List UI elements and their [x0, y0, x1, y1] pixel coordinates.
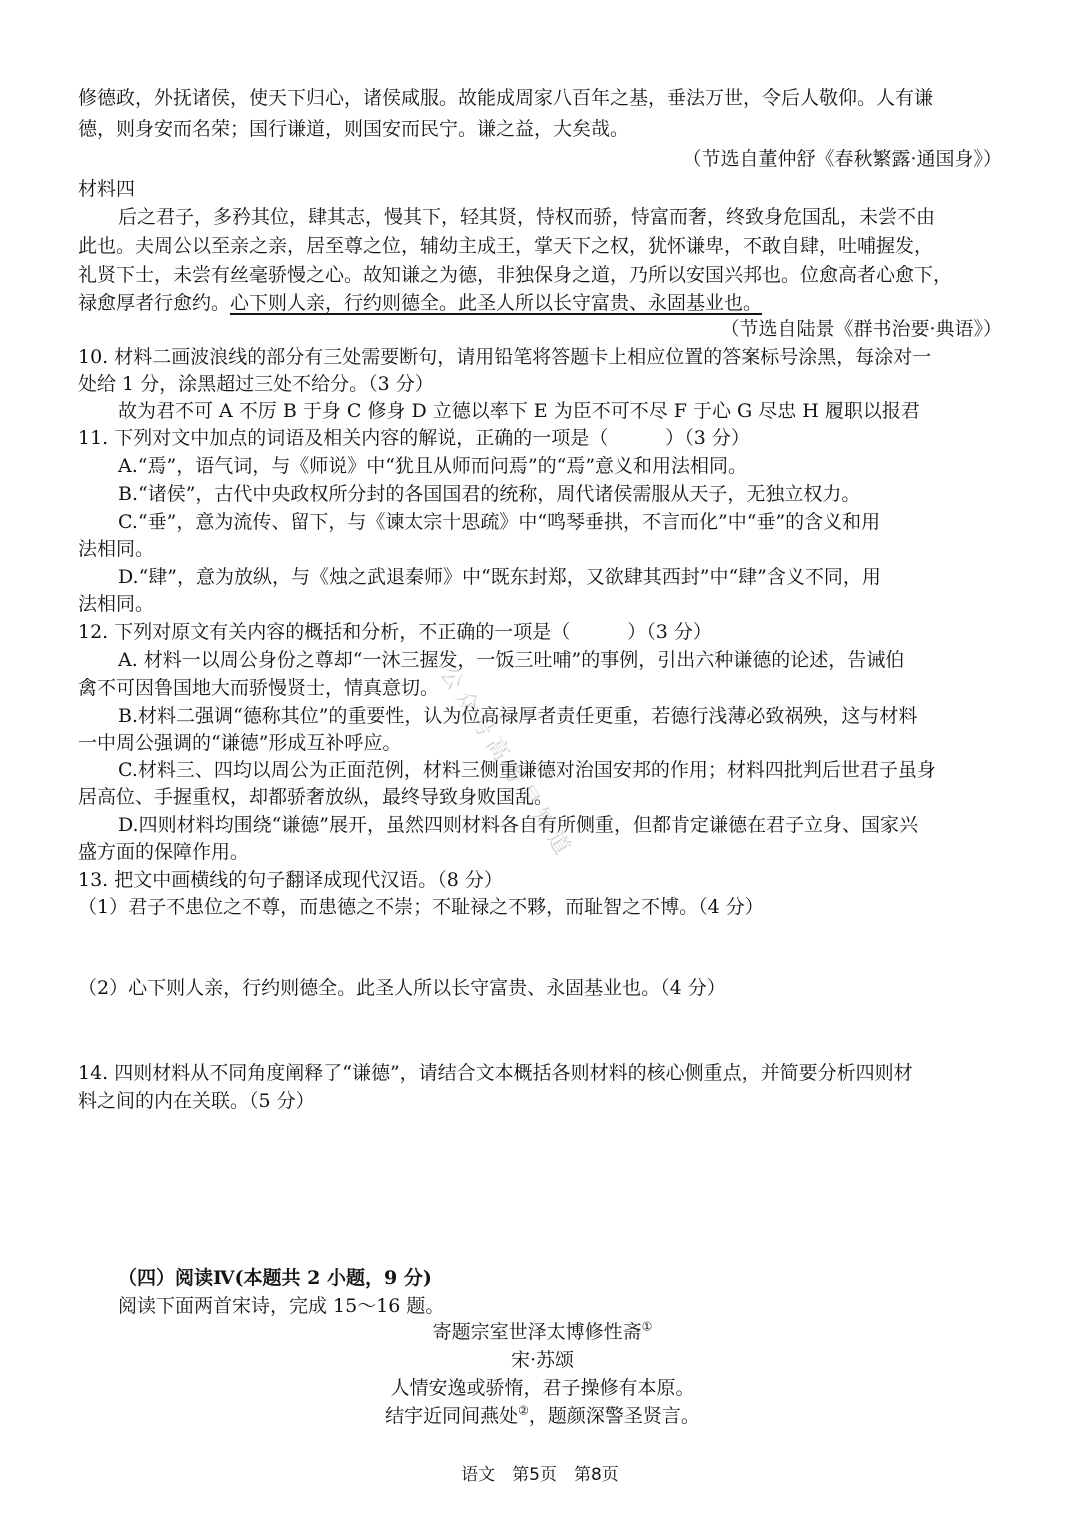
q10-line-1: 10. 材料二画波浪线的部分有三处需要断句，请用铅笔将答题卡上相应位置的答案标号涂黑，每涂对一: [78, 346, 932, 368]
page-footer: 语文 第5页 第8页: [461, 1465, 619, 1485]
q11-option-c-2: 法相同。: [78, 538, 155, 560]
material4-line-4: [78, 289, 1008, 317]
q11-option-d-2: 法相同。: [78, 593, 155, 615]
material4-heading: 材料四: [78, 178, 136, 200]
q13-sentence-2: （2）心下则人亲，行约则德全。此圣人所以长守富贵、永固基业也。（4 分）: [78, 977, 726, 999]
q11-option-d-1: D.“肆”，意为放纵，与《烛之武退秦师》中“既东封郑，又欲肆其西封”中“肆”含义不同，用: [118, 566, 881, 588]
q10-sentence: 故为君不可 A 不厉 B 于身 C 修身 D 立德以率下 E 为臣不可不尽 F 于心 G 尽忠 H 履职以报君: [118, 400, 920, 422]
q11-stem: 11. 下列对文中加点的词语及相关内容的解说，正确的一项是（ ）（3 分）: [78, 427, 750, 449]
material4-source: （节选自陆景《群书治要·典语》）: [720, 318, 1002, 340]
q10-line-2: 处给 1 分，涂黑超过三处不给分。（3 分）: [78, 373, 434, 395]
q13-stem: 13. 把文中画横线的句子翻译成现代汉语。（8 分）: [78, 869, 503, 891]
material4-line-3: 礼贤下士，未尝有丝毫骄慢之心。故知谦之为德，非独保身之道，乃所以安国兴邦也。位愈高者心愈下，: [78, 264, 953, 286]
poem-title-note: ①: [641, 1319, 653, 1334]
material4-line-4-plain: 禄愈厚者行愈约。: [78, 292, 231, 314]
q12-option-a-1: A. 材料一以周公身份之尊却“一沐三握发，一饭三吐哺”的事例，引出六种谦德的论述，告诫伯: [118, 649, 905, 671]
material3-line-2: 德，则身安而名荣；国行谦道，则国安而民宁。谦之益，大矣哉。: [78, 118, 630, 140]
poem-line-1: 人情安逸或骄惰，君子操修有本原。: [390, 1377, 695, 1399]
section4-intro: 阅读下面两首宋诗，完成 15～16 题。: [118, 1295, 445, 1317]
poem-title-text: 寄题宗室世泽太博修性斋: [432, 1321, 642, 1343]
poem-author: 宋·苏颂: [510, 1349, 575, 1371]
q12-stem: 12. 下列对原文有关内容的概括和分析，不正确的一项是（ ）（3 分）: [78, 621, 712, 643]
watermark: 公众号高考早知道: [434, 662, 578, 865]
q12-option-b-2: 一中周公强调的“谦德”形成互补呼应。: [78, 732, 402, 754]
q12-option-d-1: D.四则材料均围绕“谦德”展开，虽然四则材料各自有所侧重，但都肯定谦德在君子立身、国家兴: [118, 814, 919, 836]
q12-option-d-2: 盛方面的保障作用。: [78, 841, 250, 863]
q11-option-c-1: C.“垂”，意为流传、留下，与《谏太宗十思疏》中“鸣琴垂拱，不言而化”中“垂”的含义和用: [118, 511, 881, 533]
q12-option-a-2: 禽不可因鲁国地大而骄慢贤士，情真意切。: [78, 677, 440, 699]
q13-sentence-1: （1）君子不患位之不尊，而患德之不崇；不耻禄之不夥，而耻智之不博。（4 分）: [78, 896, 764, 918]
poem-title: [0, 1318, 1080, 1346]
material3-source: （节选自董仲舒《春秋繁露·通国身》）: [682, 148, 1002, 170]
q14-line-2: 料之间的内在关联。（5 分）: [78, 1090, 315, 1112]
underlined-sentence: 心下则人亲，行约则德全。此圣人所以长守富贵、永固基业也。: [230, 292, 763, 314]
q14-line-1: 14. 四则材料从不同角度阐释了“谦德”，请结合文本概括各则材料的核心侧重点，并简要分析四则材: [78, 1062, 913, 1084]
q12-option-b-1: B.材料二强调“德称其位”的重要性，认为位高禄厚者责任更重，若德行浅薄必致祸殃，这与材料: [118, 705, 918, 727]
q12-option-c-2: 居高位、手握重权，却都骄奢放纵，最终导致身败国乱。: [78, 786, 554, 808]
section4-heading: （四）阅读Ⅳ(本题共 2 小题，9 分): [118, 1267, 432, 1289]
q12-option-c-1: C.材料三、四均以周公为正面范例，材料三侧重谦德对治国安邦的作用；材料四批判后世君子虽身: [118, 759, 936, 781]
material4-line-1: 后之君子，多矜其位，肆其志，慢其下，轻其贤，恃权而骄，恃富而奢，终致身危国乱，未尝不由: [118, 206, 936, 228]
material3-line-1: 修德政，外抚诸侯，使天下归心，诸侯咸服。故能成周家八百年之基，垂法万世，令后人敬仰。人有谦: [78, 87, 934, 109]
q11-option-a: A.“焉”，语气词，与《师说》中“犹且从师而问焉”的“焉”意义和用法相同。: [118, 455, 748, 477]
poem-line-2-part-b: ，题颜深警圣贤言。: [528, 1405, 700, 1427]
poem-line-2-part-a: 结宇近同间燕处: [385, 1405, 519, 1427]
poem-line-2: [0, 1402, 1080, 1430]
poem-line-2-note: ②: [518, 1403, 529, 1418]
q11-option-b: B.“诸侯”，古代中央政权所分封的各国国君的统称，周代诸侯需服从天子，无独立权力。: [118, 483, 861, 505]
material4-line-2: 此也。夫周公以至亲之亲，居至尊之位，辅幼主成王，掌天下之权，犹怀谦卑，不敢自肆，吐哺握发，: [78, 235, 934, 257]
